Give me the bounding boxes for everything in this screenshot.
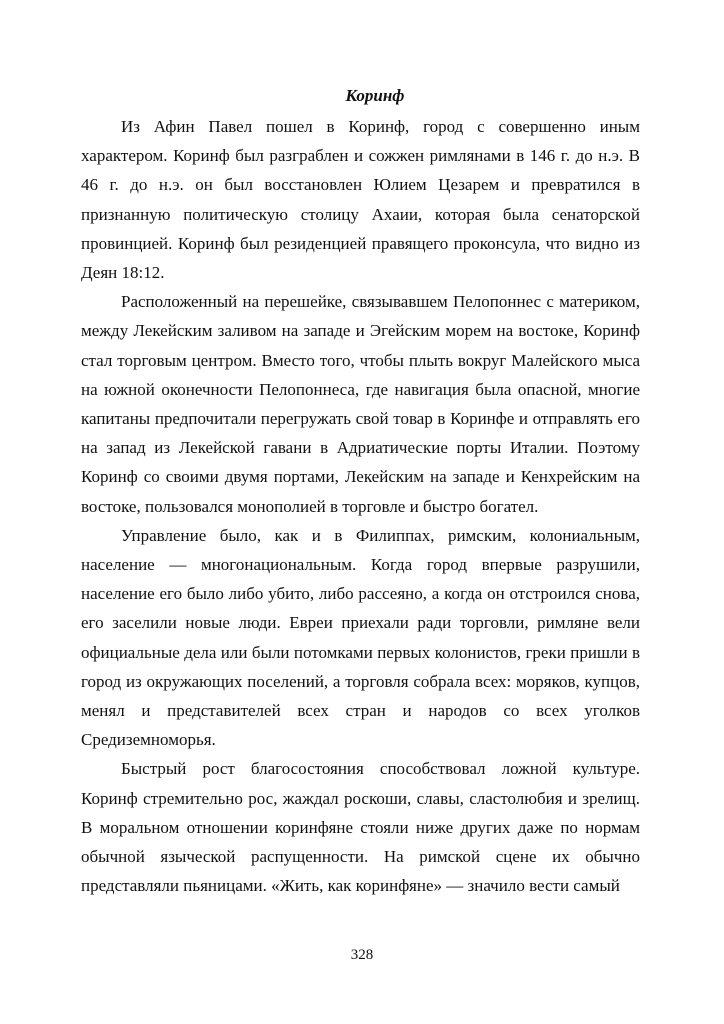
paragraph-2: Расположенный на перешейке, связывавшем Пелопоннес с материком, между Лекейским заливом на западе и Эгейским морем на востоке, Коринф стал торговым центром. Вместо того, чтобы плыть вокруг Малейского мыса на южной оконечности Пелопоннеса, где навигация была опасной, многие капитаны предпочитали перегружать свой товар в Коринфе и отправлять его на запад из Лекейской гавани в Адриатические порты Италии. Поэтому Коринф со своими двумя портами, Лекейским на западе и Кенхрейским на востоке, пользовался монополией в торговле и быстро богател. [81,292,640,516]
paragraph-1: Из Афин Павел пошел в Коринф, город с совершенно иным характером. Коринф был разграблен и сожжен римлянами в 146 г. до н.э. В 46 г. до н.э. он был восстановлен Юлием Цезарем и превратился в признанную политическую столицу Ахаии, которая была сенаторской провинцией. Коринф был резиденцией правящего проконсула, что видно из Деян 18:12. [81,117,640,283]
section-title: Коринф [345,86,405,105]
paragraph-3: Управление было, как и в Филиппах, римским, колониальным, население — многонациональным. Когда город впервые разрушили, население его было либо убито, либо рассеяно, а когда он отстроился снова, его заселили новые люди. Евреи приехали ради торговли, римляне вели официальные дела или были потомками первых колонистов, греки пришли в город из окружающих поселений, а торговля собрала всех: моряков, купцов, менял и представителей всех стран и народов со всех уголков Средиземноморья. [81,525,640,750]
body-text [81,112,640,900]
paragraph-4: Быстрый рост благосостояния способствовал ложной культуре. Коринф стремительно рос, жаждал роскоши, славы, сластолюбия и зрелищ. В моральном отношении коринфяне стояли ниже других даже по нормам обычной языческой распущенности. На римской сцене их обычно представляли пьяницами. «Жить, как коринфяне» — значило вести самый [81,759,640,896]
page-number: 328 [350,947,374,963]
